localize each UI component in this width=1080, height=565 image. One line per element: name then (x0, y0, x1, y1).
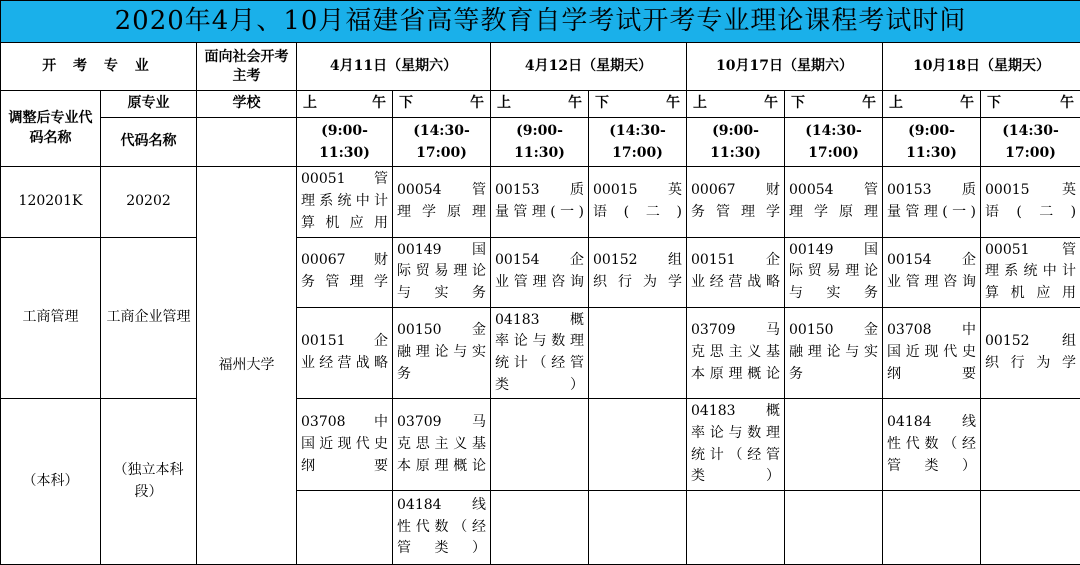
course-line: 03709 马 (691, 320, 780, 342)
course-line: 量管理(一) (887, 202, 976, 224)
course-line: 00153 质 (495, 180, 584, 202)
course-cell (981, 307, 1080, 399)
course-line: 理学原理 (789, 202, 878, 224)
course-cell (297, 237, 393, 307)
header-major: 开 考 专 业 (1, 43, 197, 91)
course-line: 语(二) (985, 202, 1076, 224)
course-line: 算机应用 (985, 283, 1076, 305)
course-line: 00154 企 (887, 250, 976, 272)
course-cell (491, 237, 589, 307)
course-line: 率论与数理 (495, 331, 584, 353)
course-line: 算机应用 (301, 213, 388, 235)
empty-cell (883, 491, 981, 565)
course-cell (785, 237, 883, 307)
time-pm-1: (14:30- 17:00) (393, 117, 491, 167)
course-cell (687, 399, 785, 491)
course-cell (981, 237, 1080, 307)
course-line: 00152 组 (593, 250, 682, 272)
course-line: 性代数（经 (887, 434, 976, 456)
time-pm-4: (14:30- 17:00) (981, 117, 1080, 167)
course-line: 业管理咨询 (495, 272, 584, 294)
course-cell (981, 167, 1080, 237)
course-cell (393, 307, 491, 399)
course-line: 际贸易理论 (789, 261, 878, 283)
half-pm-2: 下 午 (589, 91, 687, 118)
header-school-blank (197, 117, 297, 167)
course-line: 00067 财 (691, 180, 780, 202)
course-line: 国近现代史 (887, 342, 976, 364)
course-line: 04184 线 (397, 495, 486, 517)
course-line: 类） (691, 466, 780, 488)
course-line: 00149 国 (789, 240, 878, 262)
course-cell (393, 237, 491, 307)
course-line: 业经营战略 (691, 272, 780, 294)
header-code-name: 代码名称 (101, 117, 197, 167)
course-line: 00150 金 (397, 320, 486, 342)
empty-cell (491, 399, 589, 491)
half-am-3: 上 午 (687, 91, 785, 118)
course-line: 务管理学 (301, 272, 388, 294)
course-line: 00067 财 (301, 250, 388, 272)
empty-cell (981, 399, 1080, 491)
course-line: 00152 组 (985, 331, 1076, 353)
empty-cell (785, 399, 883, 491)
course-line: 00149 国 (397, 240, 486, 262)
course-line: 务 (789, 364, 878, 386)
course-cell (883, 399, 981, 491)
course-line: 织行为学 (593, 272, 682, 294)
course-line: 类） (495, 375, 584, 397)
course-cell (297, 167, 393, 237)
header-date-4: 10月18日（星期天） (883, 43, 1080, 91)
course-line: 克思主义基 (397, 434, 486, 456)
course-line: 04183 概 (691, 401, 780, 423)
header-new-code: 调整后专业代码名称 (1, 91, 101, 167)
course-line: 00153 质 (887, 180, 976, 202)
course-line: 务管理学 (691, 202, 780, 224)
course-line: 统计（经管 (495, 353, 584, 375)
header-org: 面向社会开考主考 (197, 43, 297, 91)
course-cell (393, 491, 491, 565)
course-line: 理系统中计 (985, 261, 1076, 283)
course-line: 理学原理 (397, 202, 486, 224)
half-am-4: 上 午 (883, 91, 981, 118)
course-line: 本原理概论 (691, 364, 780, 386)
course-cell (589, 167, 687, 237)
major-new-name: 工商管理 (1, 237, 101, 399)
course-cell (883, 237, 981, 307)
empty-cell (589, 491, 687, 565)
empty-cell (785, 491, 883, 565)
course-cell (785, 307, 883, 399)
major-level-old: （独立本科段） (101, 399, 197, 565)
course-line: 语(二) (593, 202, 682, 224)
course-line: 融理论与实 (789, 342, 878, 364)
course-line: 00151 企 (691, 250, 780, 272)
course-line: 03709 马 (397, 412, 486, 434)
course-line: 00015 英 (985, 180, 1076, 202)
course-line: 国近现代史 (301, 434, 388, 456)
course-line: 与实务 (789, 283, 878, 305)
course-cell (883, 167, 981, 237)
course-line: 业经营战略 (301, 353, 388, 375)
course-line: 管类） (397, 538, 486, 560)
course-line: 统计（经管 (691, 445, 780, 467)
course-cell (687, 167, 785, 237)
page-title: 2020年4月、10月福建省高等教育自学考试开考专业理论课程考试时间 (1, 1, 1080, 43)
course-cell (297, 307, 393, 399)
course-cell (393, 167, 491, 237)
empty-cell (981, 491, 1080, 565)
course-cell (785, 167, 883, 237)
course-cell (393, 399, 491, 491)
header-old-major: 原专业 (101, 91, 197, 118)
empty-cell (491, 491, 589, 565)
course-line: 00054 管 (789, 180, 878, 202)
major-old-name: 工商企业管理 (101, 237, 197, 399)
course-line: 融理论与实 (397, 342, 486, 364)
header-date-2: 4月12日（星期天） (491, 43, 687, 91)
half-pm-1: 下 午 (393, 91, 491, 118)
time-pm-3: (14:30- 17:00) (785, 117, 883, 167)
course-cell (491, 307, 589, 399)
course-line: 00051 管 (301, 169, 388, 191)
course-line: 04183 概 (495, 310, 584, 332)
half-pm-3: 下 午 (785, 91, 883, 118)
empty-cell (297, 491, 393, 565)
course-line: 00051 管 (985, 240, 1076, 262)
time-am-1: (9:00- 11:30) (297, 117, 393, 167)
course-line: 03708 中 (301, 412, 388, 434)
course-cell (687, 307, 785, 399)
course-cell (883, 307, 981, 399)
course-line: 率论与数理 (691, 423, 780, 445)
course-line: 务 (397, 364, 486, 386)
course-line: 00150 金 (789, 320, 878, 342)
course-cell (687, 237, 785, 307)
course-cell (589, 237, 687, 307)
course-line: 本原理概论 (397, 456, 486, 478)
course-cell (297, 399, 393, 491)
time-am-3: (9:00- 11:30) (687, 117, 785, 167)
major-new-code: 120201K (1, 167, 101, 237)
empty-cell (687, 491, 785, 565)
course-line: 纲要 (887, 364, 976, 386)
course-line: 业管理咨询 (887, 272, 976, 294)
course-line: 性代数（经 (397, 517, 486, 539)
time-pm-2: (14:30- 17:00) (589, 117, 687, 167)
course-line: 管类） (887, 456, 976, 478)
course-line: 00151 企 (301, 331, 388, 353)
course-line: 际贸易理论 (397, 261, 486, 283)
empty-cell (589, 399, 687, 491)
half-am-2: 上 午 (491, 91, 589, 118)
course-line: 量管理(一) (495, 202, 584, 224)
course-line: 理系统中计 (301, 191, 388, 213)
half-am-1: 上 午 (297, 91, 393, 118)
header-date-3: 10月17日（星期六） (687, 43, 883, 91)
half-pm-4: 下 午 (981, 91, 1080, 118)
course-line: 纲要 (301, 456, 388, 478)
course-cell (491, 167, 589, 237)
course-line: 03708 中 (887, 320, 976, 342)
course-line: 织行为学 (985, 353, 1076, 375)
header-date-1: 4月11日（星期六） (297, 43, 491, 91)
time-am-2: (9:00- 11:30) (491, 117, 589, 167)
empty-cell (589, 307, 687, 399)
course-line: 与实务 (397, 283, 486, 305)
course-line: 04184 线 (887, 412, 976, 434)
school-name: 福州大学 (197, 167, 297, 565)
course-line: 克思主义基 (691, 342, 780, 364)
course-line: 00154 企 (495, 250, 584, 272)
major-level-new: （本科） (1, 399, 101, 565)
major-old-code: 20202 (101, 167, 197, 237)
course-line: 00015 英 (593, 180, 682, 202)
time-am-4: (9:00- 11:30) (883, 117, 981, 167)
course-line: 00054 管 (397, 180, 486, 202)
header-school: 学校 (197, 91, 297, 118)
